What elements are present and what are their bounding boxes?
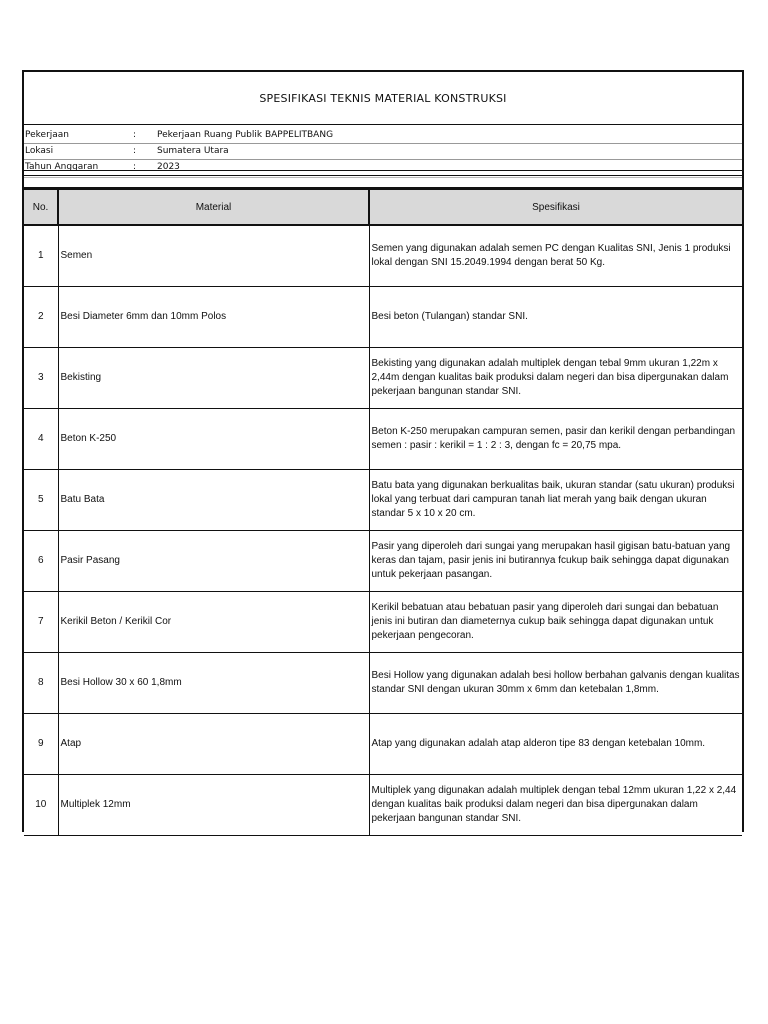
table-row <box>24 470 742 531</box>
spec-sheet <box>22 70 744 832</box>
row-material: Multiplek 12mm <box>58 775 369 836</box>
row-material: Batu Bata <box>58 470 369 531</box>
row-material: Bekisting <box>58 348 369 409</box>
row-no: 5 <box>24 470 58 531</box>
table-row <box>24 592 742 653</box>
row-no: 4 <box>24 409 58 470</box>
row-material: Besi Diameter 6mm dan 10mm Polos <box>58 287 369 348</box>
row-spesifikasi: Besi beton (Tulangan) standar SNI. <box>369 287 742 348</box>
info-value: 2023 <box>157 162 180 172</box>
row-spesifikasi: Semen yang digunakan adalah semen PC dengan Kualitas SNI, Jenis 1 produksi lokal dengan SNI 15.2049.1994 dengan berat 50 Kg. <box>369 225 742 287</box>
table-row <box>24 409 742 470</box>
table-row <box>24 287 742 348</box>
info-row-lokasi <box>24 144 742 160</box>
table-header-row <box>24 189 742 225</box>
row-spesifikasi: Batu bata yang digunakan berkualitas baik, ukuran standar (satu ukuran) produksi lokal yang terbuat dari campuran tanah liat merah yang baik dengan ukuran standar 5 x 10 x 20 cm. <box>369 470 742 531</box>
header-material: Material <box>58 189 369 225</box>
separator <box>24 171 742 188</box>
row-no: 8 <box>24 653 58 714</box>
row-no: 7 <box>24 592 58 653</box>
table-row <box>24 653 742 714</box>
row-material: Semen <box>58 225 369 287</box>
header-no: No. <box>24 189 58 225</box>
table-row <box>24 348 742 409</box>
info-row-pekerjaan <box>24 128 742 144</box>
row-no: 10 <box>24 775 58 836</box>
material-spec-table <box>24 188 742 836</box>
row-no: 3 <box>24 348 58 409</box>
row-material: Besi Hollow 30 x 60 1,8mm <box>58 653 369 714</box>
info-label: Pekerjaan <box>25 130 70 140</box>
table-row <box>24 714 742 775</box>
info-colon: : <box>133 130 137 140</box>
row-spesifikasi: Multiplek yang digunakan adalah multiplek dengan tebal 12mm ukuran 1,22 x 2,44 dengan kualitas baik produksi dalam negeri dan bisa dipergunakan dalam pekerjaan bangunan standar SNI. <box>369 775 742 836</box>
row-no: 2 <box>24 287 58 348</box>
table-row <box>24 531 742 592</box>
info-colon: : <box>133 162 137 172</box>
info-value: Pekerjaan Ruang Publik BAPPELITBANG <box>157 130 334 140</box>
info-colon: : <box>133 146 137 156</box>
header-spesifikasi: Spesifikasi <box>369 189 742 225</box>
row-material: Beton K-250 <box>58 409 369 470</box>
row-no: 6 <box>24 531 58 592</box>
row-spesifikasi: Kerikil bebatuan atau bebatuan pasir yang diperoleh dari sungai dan bebatuan jenis ini butiran dan diameternya cukup baik sehingga dapat digunakan untuk pekerjaan pengecoran. <box>369 592 742 653</box>
row-no: 9 <box>24 714 58 775</box>
row-material: Pasir Pasang <box>58 531 369 592</box>
info-label: Lokasi <box>25 146 54 156</box>
row-spesifikasi: Beton K-250 merupakan campuran semen, pasir dan kerikil dengan perbandingan semen : pasir : kerikil = 1 : 2 : 3, dengan fc = 20,75 mpa. <box>369 409 742 470</box>
row-spesifikasi: Besi Hollow yang digunakan adalah besi hollow berbahan galvanis dengan kualitas standar SNI dengan ukuran 30mm x 6mm dan ketebalan 1,8mm. <box>369 653 742 714</box>
row-material: Atap <box>58 714 369 775</box>
row-no: 1 <box>24 225 58 287</box>
row-spesifikasi: Bekisting yang digunakan adalah multiplek dengan tebal 9mm ukuran 1,22m x 2,44m dengan kualitas baik produksi dalam negeri dan bisa dipergunakan dalam pekerjaan bangunan standar SNI. <box>369 348 742 409</box>
row-spesifikasi: Pasir yang diperoleh dari sungai yang merupakan hasil gigisan batu-batuan yang keras dan tajam, pasir jenis ini butirannya fcukup baik sehingga dapat digunakan untuk pekerjaan pasangan. <box>369 531 742 592</box>
table-row <box>24 225 742 287</box>
project-info <box>24 125 742 171</box>
row-spesifikasi: Atap yang digunakan adalah atap alderon tipe 83 dengan ketebalan 10mm. <box>369 714 742 775</box>
info-value: Sumatera Utara <box>157 146 229 156</box>
document-title: SPESIFIKASI TEKNIS MATERIAL KONSTRUKSI <box>24 72 742 125</box>
table-row <box>24 775 742 836</box>
row-material: Kerikil Beton / Kerikil Cor <box>58 592 369 653</box>
info-label: Tahun Anggaran <box>25 162 99 172</box>
